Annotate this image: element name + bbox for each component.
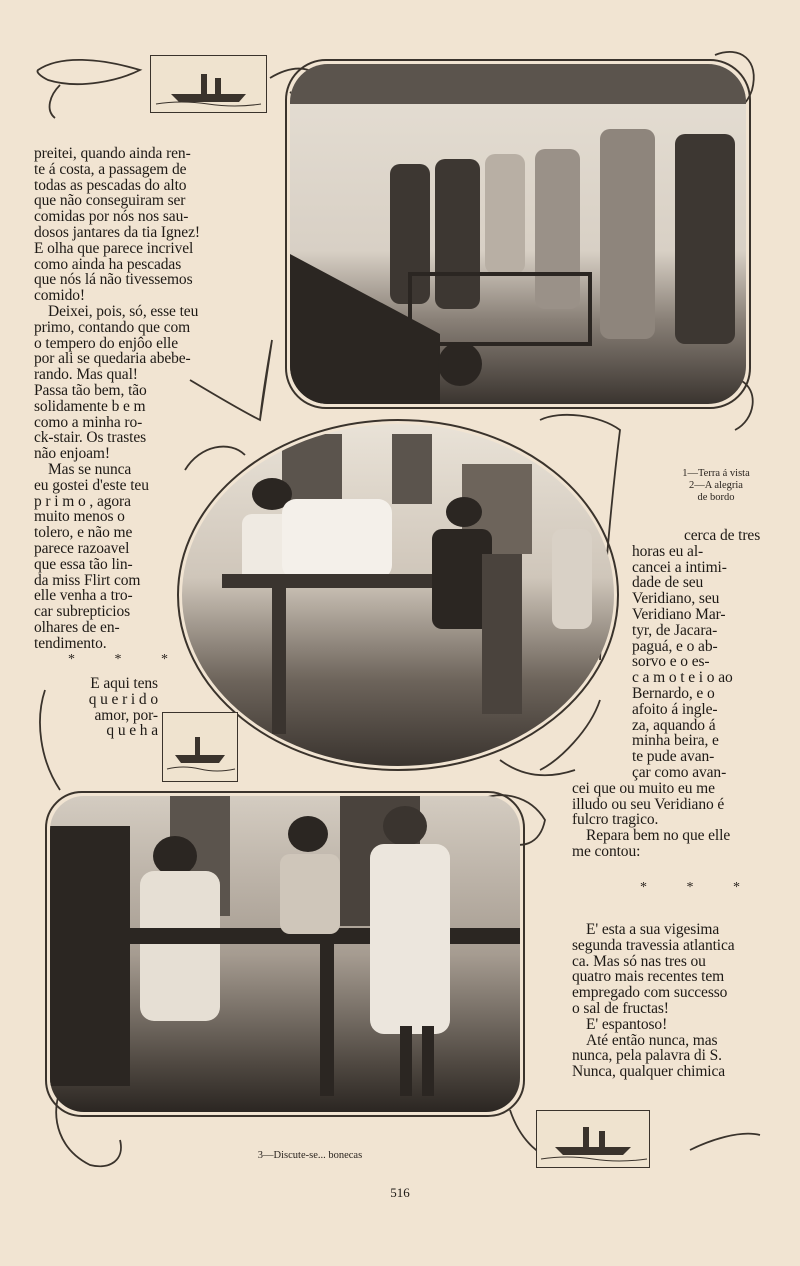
paragraph-3: Mas se nunca eu gostei d'este teu p r i m o , agora muito menos o tolero, e não me parece razoavel que essa tão lin- da miss Flirt com elle venha a tro- car subrepticios olhares de en- tendimento. [34, 460, 149, 652]
text-column-top-left [34, 146, 258, 652]
ship-icon [163, 713, 237, 781]
text-column-right-top: cerca de tres horas eu al- cancei a intimi- dade de seu Veridiano, seu Veridiano Mar- tyr, de Jacara- paguá, e o ab- sorvo e o es- c a m o t e i o ao Bernardo, e o afoito á ingle- za, aquando á minha beira, e te pude avan- çar como avan- cei que ou muito eu me illudo ou seu Veridiano é fulcro tragico. Repara bem no que elle me contou: [572, 528, 766, 860]
paragraph-2: Deixei, pois, só, esse teu primo, contando que com o tempero do enjôo elle por ali se quedaria abebe- rando. Mas qual! Passa tão bem, tão solidamente b e m como a minha ro- ck-stair. Os trastes não enjoam! [34, 302, 199, 463]
paragraph-1: preitei, quando ainda ren- te á costa, a passagem de todas as pescadas do alto que não conseguiram ser comidas por nós nos sau- dosos jantares da tia Ignez! E olha que parece incrivel como ainda ha pescadas que nós lá não tivessemos comido! [34, 145, 200, 305]
ship-icon [537, 1111, 649, 1167]
caption-photo-3: 3—Discute-se... bonecas [257, 1150, 363, 1161]
paragraph-right-1: cerca de tres [684, 527, 761, 544]
section-break-right: * * * [640, 880, 758, 895]
caption-photos-1-2: 1—Terra á vista 2—A alegria de bordo [682, 468, 750, 503]
paragraph-right-2: Repara bem no que elle me contou: [572, 827, 731, 860]
text-column-right-bottom [572, 922, 766, 1080]
paragraph-right-3: E' esta a sua vigesima segunda travessia atlantica ca. Mas só nas tres ou quatro mais recentes tem empregado com successo o sal de fructas! [572, 921, 735, 1017]
ship-vignette-top [150, 55, 267, 113]
text-column-mid-left [80, 676, 158, 739]
photo-terra-a-vista [290, 64, 746, 404]
ship-vignette-bottom [536, 1110, 650, 1168]
paragraph-right-5: Até então nunca, mas nunca, pela palavra di S. Nunca, qualquer chimica [572, 1031, 726, 1081]
ship-icon [151, 56, 266, 112]
page-number: 516 [390, 1185, 410, 1200]
section-break-left: * * * [68, 652, 186, 667]
photo-discute-se-bonecas [50, 796, 520, 1112]
paragraph-right-4: E' espantoso! [586, 1015, 668, 1033]
ship-vignette-middle [162, 712, 238, 782]
paragraph-4: E aqui tens q u e r i d o amor, por- q u e h a [88, 675, 158, 740]
